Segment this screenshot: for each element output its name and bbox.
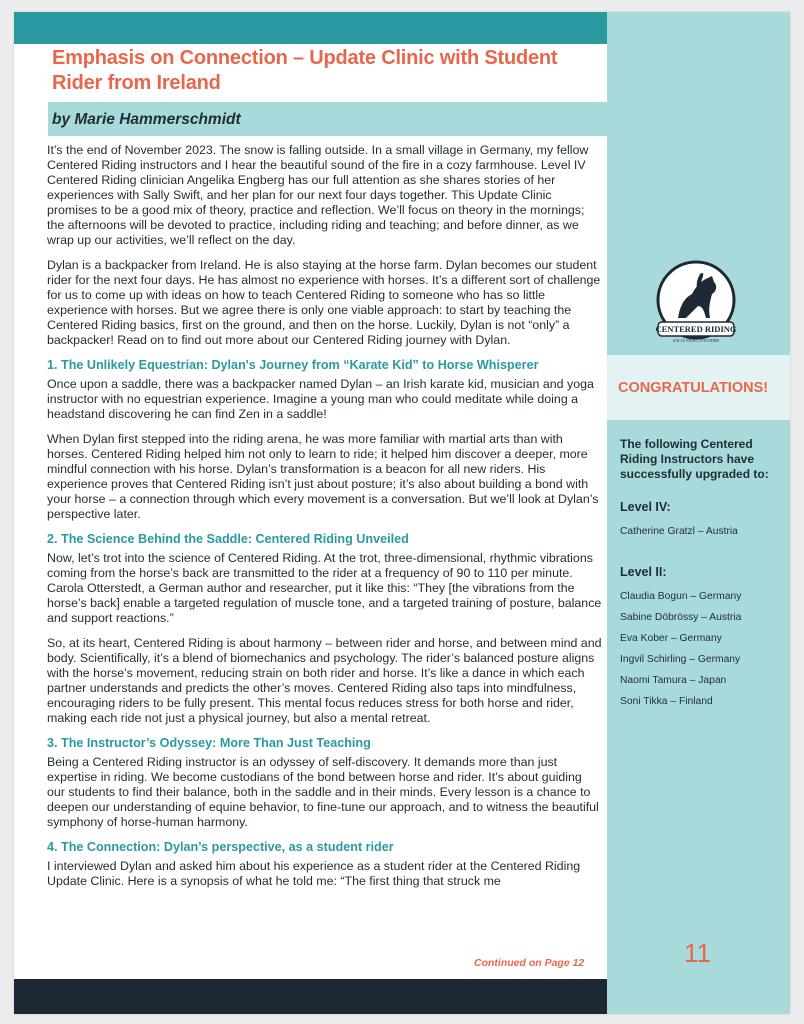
section-2-paragraph-2: So, at its heart, Centered Riding is about harmony – between rider and horse, and between mind and body. Scientifically, it’s a blend of biomechanics and psychology. The rider’s balanced posture aligns with the horse’s movement, reducing strain on both rider and horse. It’s like a dance in which each partner understands and predicts the other’s moves. Centered Riding also taps into mindfulness, encouraging riders to be fully present. This mental focus reduces stress for both horse and rider, making each ride not just a physical journey, but also a mental retreat.: [47, 636, 602, 725]
section-1-paragraph-2: When Dylan first stepped into the riding arena, he was more familiar with martial arts than with horses. Centered Riding helped him not only to learn to ride; it helped him discover a deeper, more mindful connection with his horse. Dylan’s transformation is a beacon for all new riders. His experience proves that Centered Riding isn’t just about posture; it’s also about building a bond with your horse – a connection through which every movement is a conversation. But we’ll look at Dylan’s perspective later.: [47, 432, 599, 521]
level-ii-heading: Level II:: [620, 565, 667, 579]
section-3-heading: 3. The Instructor’s Odyssey: More Than Just Teaching: [47, 736, 371, 750]
article-title: Emphasis on Connection – Update Clinic with Student Rider from Ireland: [52, 47, 558, 94]
logo-subtext: SALLY SWIFT, FOUNDER: [673, 338, 719, 343]
logo-text: CENTERED RIDING: [655, 324, 737, 334]
intro-paragraph-2: Dylan is a backpacker from Ireland. He is also staying at the horse farm. Dylan becomes our student rider for the next four days. He has almost no experience with horses. It’s a different sort of challenge for us to come up with ideas on how to teach Centered Riding to someone who has so little experience with horses. But we agree there is only one viable approach: to start by teaching the Centered Riding basics, first on the ground, and then on the horse. Luckily, Dylan is not “only” a backpacker! Read on to find out more about our Centered Riding journey with Dylan.: [47, 258, 601, 347]
article-byline: by Marie Hammerschmidt: [52, 111, 241, 128]
section-2-heading: 2. The Science Behind the Saddle: Centered Riding Unveiled: [47, 532, 409, 546]
bottom-color-bar: [14, 979, 607, 1014]
section-2-paragraph-1: Now, let’s trot into the science of Centered Riding. At the trot, three-dimensional, rhythmic vibrations coming from the horse’s back are transmitted to the rider at a frequency of 90 to 110 per minute. Carola Otterstedt, a German author and researcher, put it like this: “They [the vibrations from the horse’s back] enable a targeted regulation of muscle tone, and a targeted training of posture, balance and support reactions.”: [47, 551, 602, 625]
level-ii-name: Ingvil Schirling – Germany: [620, 654, 741, 665]
upgrades-list: [620, 437, 788, 717]
centered-riding-logo: [650, 260, 742, 346]
section-1-heading: 1. The Unlikely Equestrian: Dylan's Journey from “Karate Kid” to Horse Whisperer: [47, 358, 539, 372]
section-4-paragraph-1: I interviewed Dylan and asked him about his experience as a student rider at the Centered Riding Update Clinic. Here is a synopsis of what he told me: “The first thing that struck me: [47, 859, 581, 888]
level-ii-name: Eva Kober – Germany: [620, 633, 722, 644]
section-1-paragraph-1: Once upon a saddle, there was a backpacker named Dylan – an Irish karate kid, musician and yoga instructor with no equestrian experience. Imagine a young man who could meditate while doing a headstand discovering he can find Zen in a saddle!: [47, 377, 594, 421]
level-iv-heading: Level IV:: [620, 500, 671, 514]
newsletter-page: [14, 12, 790, 1014]
level-ii-name: Soni Tikka – Finland: [620, 696, 713, 707]
intro-paragraph-1: It’s the end of November 2023. The snow is falling outside. In a small village in Germany, my fellow Centered Riding instructors and I hear the beautiful sound of the fire in a cozy farmhouse. Level IV Centered Riding clinician Angelika Engberg has our full attention as she shares stories of her experiences with Sally Swift, and her plan for our next four days together. This Update Clinic promises to be a good mix of theory, practice and reflection. We’ll focus on theory in the mornings; the afternoons will be devoted to practice, including riding and teaching; and before dinner, as we wrap up our activities, we’ll reflect on the day.: [47, 143, 589, 247]
top-color-bar: [14, 12, 607, 44]
level-ii-name: Sabine Döbrössy – Austria: [620, 612, 742, 623]
upgrades-intro: The following Centered Riding Instructors have successfully upgraded to:: [620, 437, 769, 481]
level-ii-name: Naomi Tamura – Japan: [620, 675, 727, 686]
article-body: [47, 143, 603, 899]
level-ii-name: Claudia Bogun – Germany: [620, 591, 742, 602]
congratulations-heading: CONGRATULATIONS!: [618, 380, 769, 396]
page-number: 11: [684, 938, 711, 968]
continued-note: Continued on Page 12: [474, 957, 585, 969]
section-4-heading: 4. The Connection: Dylan’s perspective, as a student rider: [47, 840, 394, 854]
level-iv-name: Catherine Gratzl – Austria: [620, 526, 738, 537]
section-3-paragraph-1: Being a Centered Riding instructor is an odyssey of self-discovery. It demands more than just expertise in riding. We become custodians of the bond between horse and rider. It’s about guiding our students to find their balance, both in the saddle and in their minds. Every lesson is a chance to deepen our understanding of equine behavior, to fine-tune our approach, and to witness the beautiful symphony of horse-human harmony.: [47, 755, 599, 829]
